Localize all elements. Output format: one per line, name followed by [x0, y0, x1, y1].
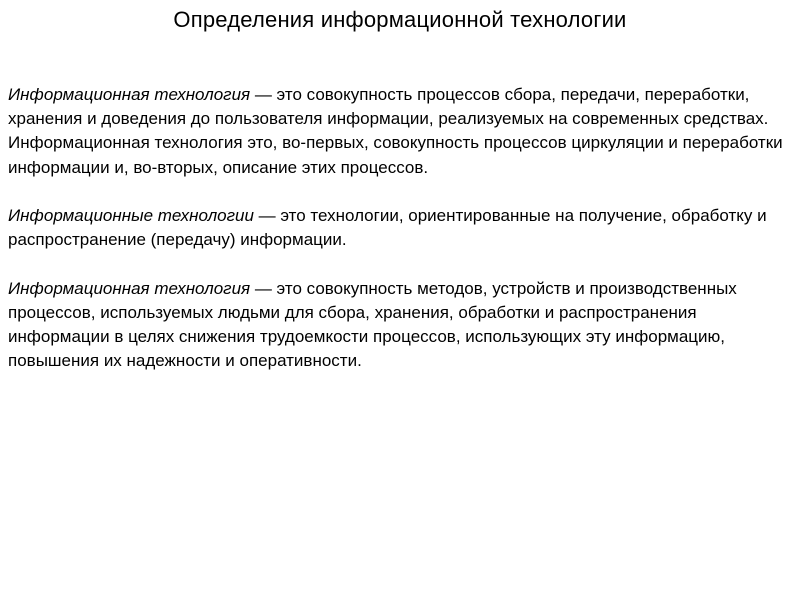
slide-title: Определения информационной технологии — [173, 7, 627, 32]
definition-paragraph-2 — [8, 204, 798, 252]
definition-text-3: — это совокупность методов, устройств и производственных процессов, используемых людьми для сбора, хранения, обработки и распространения информации в целях снижения трудоемкости процессов, использующих эту информацию, повышения их надежности и оперативности. — [8, 278, 737, 371]
definition-term-3: Информационная технология — [8, 278, 251, 298]
definition-term-1: Информационная технология — [8, 85, 251, 104]
definition-term-2: Информационные технологии — [8, 206, 254, 225]
definition-text-2: — это технологии, ориентированные на получение, обработку и распространение (передачу) информации. — [8, 206, 767, 250]
slide-body — [8, 83, 798, 398]
definition-text-1: — это совокупность процессов сбора, передачи, переработки, хранения и доведения до пользователя информации, реализуемых на современных средствах. Информационная технология это, во-первых, совокупность процессов циркуляции и переработки информации и, во-вторых, описание этих процессов. — [8, 85, 783, 177]
definition-paragraph-3 — [8, 277, 798, 374]
definition-paragraph-1 — [8, 83, 798, 180]
